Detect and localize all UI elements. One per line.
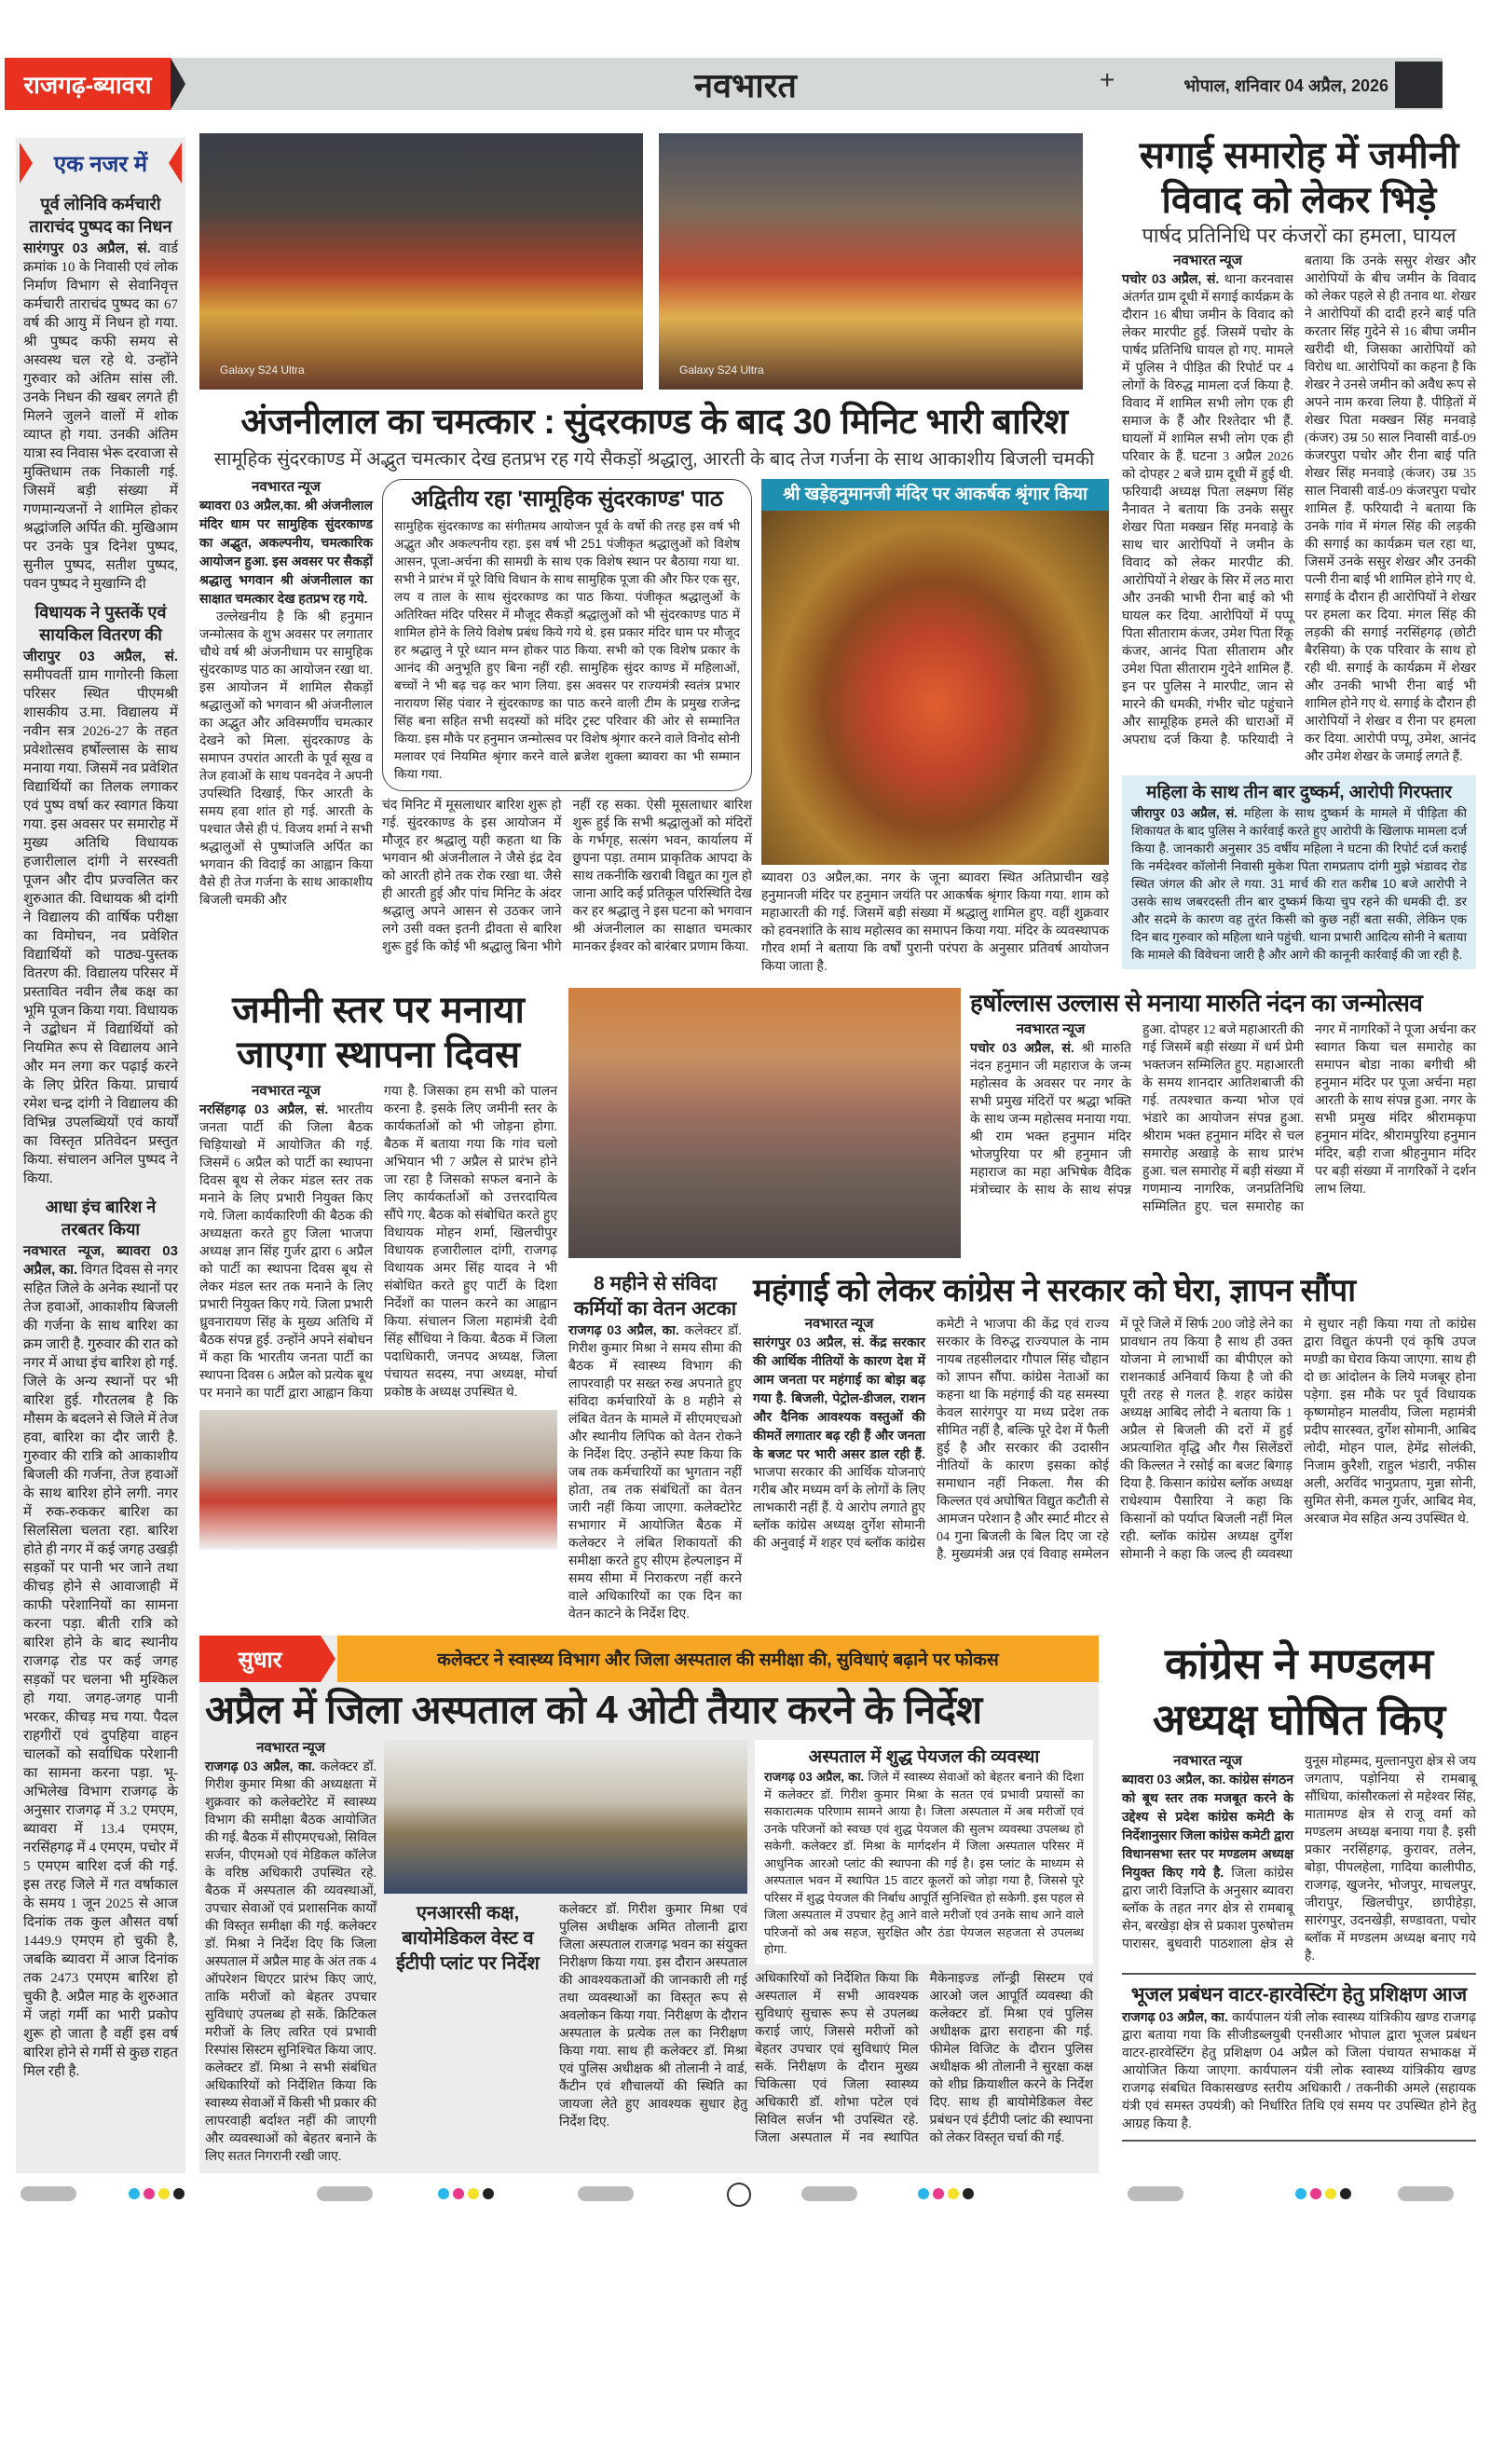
shrine-banner: श्री खड़ेहनुमानजी मंदिर पर आकर्षक श्रृंगार किया bbox=[761, 479, 1109, 511]
color-dot-black bbox=[1340, 2188, 1351, 2199]
newspaper-name: नवभारत bbox=[694, 66, 797, 104]
mandal-area bbox=[1122, 1636, 1476, 2149]
bottom-band bbox=[199, 1636, 1476, 2173]
bhujal-body: कार्यपालन यंत्री लोक स्वास्थ्य यांत्रिकीय खण्ड राजगढ़ द्वारा बताया गया कि सीजीडब्लयुबी एनसीआर भोपाल द्वारा भूजल प्रबंधन वाटर-हारवेस्टिंग हेतु प्रशिक्षण 04 अप्रैल को जिला पंचायत सभाकक्ष में आयोजित किया जाएगा. कार्यपालन यंत्री लोक स्वास्थ्य यांत्रिकीय खण्ड राजगढ़ संबधित विकासखण्ड स्तरीय अधिकारी / तकनीकी अमले (सहायक यंत्री एवं समस्त उपयंत्री) को निर्धारित तिथि एवं समय पर उपस्थित होने हेतु आग्रह किया है. bbox=[1122, 2009, 1476, 2130]
print-mark bbox=[1398, 2186, 1454, 2201]
color-dot-yellow bbox=[158, 2188, 170, 2199]
peyjal-headline: अस्पताल में शुद्ध पेयजल की व्यवस्था bbox=[808, 1747, 1040, 1767]
bjp-meeting-photo bbox=[199, 1410, 557, 1550]
sudhar-headline: अप्रैल में जिला अस्पताल को 4 ओटी तैयार करने के निर्देश bbox=[205, 1688, 982, 1732]
color-dot-cyan bbox=[129, 2188, 140, 2199]
sunderkand-sidebar-box bbox=[382, 479, 752, 791]
bhujal-dateline: राजगढ़ 03 अप्रैल, का. bbox=[1122, 2009, 1228, 2024]
brief-headline: पूर्व लोनिवि कर्मचारी ताराचंद पुष्पद का निधन bbox=[29, 195, 172, 236]
lead-dateline: ब्यावरा 03 अप्रैल,का. bbox=[199, 498, 301, 513]
sudhar-dateline: राजगढ़ 03 अप्रैल, का. bbox=[205, 1759, 316, 1773]
color-dot-yellow bbox=[948, 2188, 959, 2199]
color-dot-cyan bbox=[1295, 2188, 1306, 2199]
edition-label: राजगढ़-ब्यावरा bbox=[5, 58, 171, 110]
sthapana-dateline: नरसिंहगढ़ 03 अप्रैल, सं. bbox=[199, 1102, 329, 1116]
print-mark bbox=[21, 2186, 76, 2201]
mandal-intro: कांग्रेस संगठन को बूथ स्तर तक मजबूत करने के उद्देश्य से प्रदेश कांग्रेस कमेटी के निर्देशानुसार जिला कांग्रेस कमेटी द्वारा विधानसभा स्तर पर मण्डलम अध्यक्ष नियुक्त किए गये है. bbox=[1122, 1772, 1294, 1880]
ek-nazar-header bbox=[20, 143, 182, 184]
peyjal-dateline: राजगढ़ 03 अप्रैल, का. bbox=[764, 1770, 865, 1784]
arrow-left-icon bbox=[169, 143, 182, 184]
sunderkand-crowd-photo-2 bbox=[659, 133, 1083, 390]
color-dot-yellow bbox=[1325, 2188, 1336, 2199]
ek-nazar-title: एक नजर में bbox=[53, 151, 148, 177]
edition-date: भोपाल, शनिवार 04 अप्रैल, 2026 bbox=[1183, 76, 1388, 95]
sidebar-headline: अद्वितीय रहा 'सामूहिक सुंदरकाण्ड' पाठ bbox=[411, 486, 723, 512]
sudhar-kicker: कलेक्टर ने स्वास्थ्य विभाग और जिला अस्पताल की समीक्षा की, सुविधाएं बढ़ाने पर फोकस bbox=[337, 1636, 1099, 1682]
lead-continuation: चंद मिनिट में मूसलाधार बारिश शुरू हो गई. सुंदरकाण्ड के इस आयोजन में मौजूद हर श्रद्धालु यही कहता था कि भगवान श्री अंजनीलाल ने जैसे इंद्र देव को आरती होने तक रोक रखा था. जैसे ही आरती हुई और पांच मिनिट के अंदर श्रद्धालु अपने आसन से उठकर जाने लगे उसी वक्त इतनी द्रीवता से बारिश शुरू हुई कि कोई भी श्रद्धालु बिना भीगे नहीं रह सका. ऐसी मूसलाधार बारिश शुरू हुई कि सभी श्रद्धालुओं को मंदिरों के गर्भगृह, सत्संग भवन, कार्यालय में छुपना पड़ा. तमाम प्राकृतिक आपदा के साथ तकनीकि खराबी विद्युत का गुल हो जाना आदि कई प्रतिकूल परिस्थिति देख कर हर श्रद्धालु ने इस घटना को भगवान श्री अंजनीलाल का साक्षात चमत्कार मानकर ईश्वर को बारंबार प्रणाम किया. bbox=[382, 799, 752, 954]
mahangai-intro: केंद्र सरकार की आर्थिक नीतियों के कारण देश में आम जनता पर महंगाई का बोझ बढ़ गया है. बिजली, पेट्रोल-डीजल, राशन और दैनिक आवश्यक वस्तुओं की कीमतें लगातार बढ़ रही हैं और जनता के बजट पर भारी असर डाल रही हैं. bbox=[753, 1335, 926, 1461]
hanuman-jayanti-crowd-photo bbox=[568, 988, 961, 1258]
color-dot-magenta bbox=[453, 2188, 464, 2199]
sthapana-body: भारतीय जनता पार्टी की जिला बैठक चिड़ियाखो में आयोजित की गई. जिसमें 6 अप्रैल को पार्टी का स्थापना दिवस बूथ से लेकर मंडल स्तर तक मनाने के लिए प्रभारी नियुक्त किए गये. जिला कार्यकारिणी की बैठक की अध्यक्षता करते हुए जिला भाजपा अध्यक्ष ज्ञान सिंह गुर्जर द्वारा 6 अप्रैल को पार्टी का स्थापना दिवस बूथ से लेकर मंडल स्तर तक मनाने के लिए प्रभारी नियुक्त किए गये. जिला प्रभारी ध्रुवनारायण सिंह के मुख्य अतिथि में बैठक संपन्न हुई. उन्होंने अपने संबोधन में कहा कि भारतीय जनता पार्टी का स्थापना दिवस 6 अप्रैल को प्रत्येक बूथ पर मनाने का पार्टी द्वारा आह्वान किया गया है. जिसका हम सभी को पालन करना है. इसके लिए जमीनी स्तर के कार्यकर्ताओं को भी जोड़ना होगा. बैठक में बताया गया कि गांव चलो अभियान भी 7 अप्रैल से प्रारंभ होने जा रहा है जिसको सफल बनाने के लिए कार्यकर्ताओं को उत्तरदायित्व सौंपे गए. बैठक को संबोधित करते हुए विधायक मोहन शर्मा, खिलचीपुर विधायक हजारीलाल दांगी, राजगढ़ विधायक अमर सिंह यादव ने भी संबोधित करते हुए पार्टी के दिशा निर्देशों का पालन करने का आह्वान किया. संचालन जिला महामंत्री देवी सिंह सौंधिया ने किया. बैठक में जिला पदाधिकारी, जनपद अध्यक्ष, जिला पंचायत सदस्य, नपा अध्यक्ष, मोर्चा प्रकोष्ठ के अध्यक्ष उपस्थित थे. bbox=[199, 1085, 557, 1401]
peyjal-box bbox=[755, 1740, 1093, 1964]
registration-plus-icon: + bbox=[1100, 65, 1115, 94]
sudhar-body2: कलेक्टर डॉ. गिरीश कुमार मिश्रा एवं पुलिस अधीक्षक अमित तोलानी द्वारा जिला अस्पताल राजगढ़ भवन का संयुक्त निरीक्षण किया गया. इस दौरान अस्पताल की आवश्यकताओं की जानकारी ली गई तथा व्यवस्थाओं का विस्तृत रूप से अवलोकन किया गया. निरीक्षण के दौरान अस्पताल के प्रत्येक तल का निरीक्षण किया गया. साथ ही कलेक्टर डॉ. मिश्रा एवं पुलिस अधीक्षक श्री तोलानी ने वार्ड, कैंटीन एवं शौचालयों की स्थिति का जायजा लेते हुए आवश्यक सुधार हेतु निर्देश दिए. bbox=[559, 1903, 747, 2129]
lead-subhead: सामूहिक सुंदरकाण्ड में अद्भुत चमत्कार देख हतप्रभ रह गये सैकड़ों श्रद्धालु, आरती के बाद तेज गर्जना के साथ आकाशीय बिजली चमकी bbox=[213, 449, 1095, 470]
mahila-news-box bbox=[1122, 775, 1476, 969]
arrow-right-icon bbox=[20, 143, 33, 184]
lead-body: उल्लेखनीय है कि श्री हनुमान जन्मोत्सव के शुभ अवसर पर लगातार चौथे वर्ष श्री अंजनीधाम पर सामुहिक सुंदरकाण्ड पाठ का आयोजन रखा था. इस आयोजन में शामिल सैकड़ों श्रद्धालुओं को भगवान श्री अंजनीलाल का अद्भुत और अविस्मर्णीय चमत्कार देखने को मिला. सुंदरकाण्ड के समापन उपरांत आरती के पूर्व सूख व तेज हवाओं के साथ पवनदेव ने अपनी उपस्थिति दिखाई, फिर आरती के समय हवा शांत हो गई. आरती के पश्चात जैसे ही पं. विजय शर्मा ने सभी श्रद्धालुओं से पुष्पांजलि अर्पित का भगवान की विदाई का आह्वान किया वैसे ही तेज गर्जना के साथ आकाशीय बिजली चमकी और bbox=[199, 610, 373, 908]
brief-dateline: सारंगपुर 03 अप्रैल, सं. bbox=[23, 240, 151, 256]
lead-headline: अंजनीलाल का चमत्कार : सुंदरकाण्ड के बाद 30 मिनिट भारी बारिश bbox=[240, 403, 1068, 442]
brief-body: वार्ड क्रमांक 10 के निवासी एवं लोक निर्माण विभाग से सेवानिवृत्त कर्मचारी ताराचंद पुष्पद का 67 वर्ष की आयु में निधन हो गया. श्री पुष्पद कफी समय से अस्वस्थ चल रहे थे. उन्होंने गुरुवार को अंतिम सांस ली. उनके निधन की खबर लगते ही मिलने जुलने वालों में शोक व्याप्त हो गया. उनकी अंतिम यात्रा स्व निवास भेरू दरवाजा से मुक्तिधाम तक निकाली गई. जिसमें बड़ी संख्या में गणमान्यजनों ने शामिल होकर श्रद्धांजलि अर्पित की. मुखिआम पर उनके पुत्र दिनेश पुष्पद, सुनील पुष्पद, सतीश पुष्पद, पवन पुष्पद ने मुखाग्नि दी bbox=[23, 241, 179, 592]
ek-nazar-column bbox=[16, 138, 185, 2173]
color-dot-cyan bbox=[438, 2188, 449, 2199]
lead-byline: नवभारत न्यूज bbox=[252, 480, 321, 495]
main-content bbox=[199, 133, 1476, 2173]
sthapana-story bbox=[199, 988, 557, 1550]
color-dot-black bbox=[173, 2188, 185, 2199]
print-marks-strip bbox=[0, 2179, 1491, 2211]
brief-item bbox=[23, 601, 178, 1188]
photo-watermark: Galaxy S24 Ultra bbox=[220, 363, 305, 376]
brief-item bbox=[23, 1196, 178, 2081]
print-mark bbox=[578, 2186, 634, 2201]
sagai-subhead: पार्षद प्रतिनिधि पर कंजरों का हमला, घायल bbox=[1142, 224, 1457, 247]
peyjal-body: जिले में स्वास्थ्य सेवाओं को बेहतर बनाने की दिशा में कलेक्टर डॉ. गिरीश कुमार मिश्रा के सतत एवं प्रभावी प्रयासों का सकारात्मक परिणाम सामने आया है। जिला अस्पताल में अब मरीजों एवं उनके परिजनों को स्वच्छ एवं शुद्ध पेयजल की सुलभ व्यवस्था उपलब्ध हो सकेगी. कलेक्टर डॉ. मिश्रा के मार्गदर्शन में जिला अस्पताल परिसर में आधुनिक आरओ प्लांट की स्थापना की गई है। इस प्लांट के माध्यम से अस्पताल भवन में स्थापित 15 वाटर कूलरों को जोड़ा गया है, जिससे पूरे परिसर में शुद्ध पेयजल की निर्बाध आपूर्ति सुनिश्चित हो सकेगी. इस पहल से जिला अस्पताल में उपचार हेतु आने वाले मरीजों एवं उनके साथ आने वाले परिजनों को अब सहज, सुरक्षित और ठंडा पेयजल सहजता से उपलब्ध होगा. bbox=[764, 1770, 1084, 1956]
print-mark bbox=[1128, 2186, 1183, 2201]
mandal-byline: नवभारत न्यूज bbox=[1173, 1754, 1242, 1769]
mahangai-dateline: सारंगपुर 03 अप्रैल, सं. bbox=[753, 1335, 865, 1349]
peyjal-body2: अधिकारियों को निर्देशित किया कि अस्पताल में सभी आवश्यक सुविधाएं सुचारू रूप से उपलब्ध कराई जाएं, जिससे मरीजों को बेहतर उपचार एवं सुविधाएं मिल सकें. निरीक्षण के दौरान मुख्य चिकित्सा एवं जिला स्वास्थ्य अधिकारी डॉ. शोभा पटेल एवं सिविल सर्जन भी उपस्थित रहे. जिला अस्पताल में नव स्थापित मैकेनाइज्ड लॉन्ड्री सिस्टम एवं आरओ जल आपूर्ति व्यवस्था की कलेक्टर डॉ. मिश्रा एवं पुलिस अधीक्षक द्वारा सराहना की गई. फीमेल विजिट के दौरान पुलिस अधीक्षक श्री तोलानी ने सुरक्षा कक्ष को शीघ्र क्रियाशील करने के निर्देश दिए. साथ ही बायोमेडिकल वेस्ट प्रबंधन एवं ईटीपी प्लांट की स्थापना को लेकर विस्तृत चर्चा की गई. bbox=[755, 1971, 1093, 2145]
brief-item bbox=[23, 193, 178, 594]
samvida-headline: 8 महीने से संविदा कर्मियों का वेतन अटका bbox=[573, 1273, 737, 1320]
brief-body: समीपवर्ती ग्राम गागोरनी किला परिसर स्थित पीएमश्री शासकीय उ.मा. विद्यालय में नवीन सत्र 2026-27 के तहत प्रवेशोत्सव हर्षोल्लास के साथ मनाया गया. जिसमें नव प्रवेशित विद्यार्थियों का तिलक लगाकर एवं पुष्प वर्षा कर स्वागत किया गया. इस अवसर पर समारोह में मुख्य अतिथि विधायक हजारीलाल दांगी ने सरस्वती पूजन और दीप प्रज्वलित कर शुरुआत की. विधायक श्री दांगी ने विद्यालय की वार्षिक परीक्षा का विमोचन, नव प्रवेशित विद्यार्थियों को पाठ्य-पुस्तक वितरण की. विद्यालय परिसर में प्रस्तावित नवीन लैब कक्ष का भूमि पूजन किया गया. विधायक ने उद्बोधन में विद्यार्थियों को नियमित रूप से विद्यालय आने और मन लगा कर पढ़ाई करने के लिए प्रेरित किया. प्राचार्य रमेश चन्द्र दांगी ने विद्यालय की विभिन्न उपलब्धियों एवं कार्यों का विस्तृत प्रतिवेदन प्रस्तुत किया. संचालन अनिल पुष्पद ने किया. bbox=[23, 668, 178, 1186]
maruti-story bbox=[970, 988, 1476, 1216]
registration-crosshair-icon bbox=[727, 2183, 751, 2207]
mahila-headline: महिला के साथ तीन बार दुष्कर्म, आरोपी गिरफ्तार bbox=[1145, 783, 1453, 802]
lead-area bbox=[199, 133, 1109, 975]
photo-watermark: Galaxy S24 Ultra bbox=[679, 363, 764, 376]
sthapana-byline: नवभारत न्यूज bbox=[252, 1084, 321, 1099]
sudhar-byline: नवभारत न्यूज bbox=[256, 1741, 325, 1756]
hospital-inspection-photo bbox=[384, 1740, 747, 1894]
shrine-caption: ब्यावरा 03 अप्रैल,का. नगर के जूना ब्यावरा स्थित अतिप्राचीन खड़े हनुमानजी मंदिर पर हनुमान जयंति पर आकर्षक श्रृंगार किया गया. शाम को महाआरती की गई. जिसमें बड़ी संख्या में श्रद्धालु शामिल हुए. वहीं शुक्रवार को हवनशांति के साथ महोत्सव का समापन किया गया. मंदिर के व्यवस्थापक गौरव शर्मा ने बताया कि वर्षों पुरानी परंपरा के अनुसार प्रतिवर्ष आयोजन किया जाता है. bbox=[761, 869, 1109, 973]
mandal-dateline: ब्यावरा 03 अप्रैल, का. bbox=[1122, 1772, 1226, 1786]
sagai-byline: नवभारत न्यूज bbox=[1173, 253, 1242, 268]
color-dot-cyan bbox=[918, 2188, 929, 2199]
sudhar-tag-arrow-icon bbox=[321, 1636, 335, 1682]
color-dot-magenta bbox=[1310, 2188, 1321, 2199]
sagai-headline: सगाई समारोह में जमीनी विवाद को लेकर भिड़े bbox=[1139, 135, 1459, 221]
middle-band bbox=[199, 988, 1476, 1622]
mahila-dateline: जीरापुर 03 अप्रैल, सं. bbox=[1131, 806, 1238, 820]
print-mark bbox=[801, 2186, 857, 2201]
sagai-body: थाना करनवास अंतर्गत ग्राम दूधी में सगाई कार्यक्रम के दौरान 16 बीघा जमीन के विवाद को लेकर मारपीट हुई. जिसमें पचोर के पार्षद प्रतिनिधि घायल हो गए. मामले में पुलिस ने पीड़ित की रिपोर्ट पर 4 लोगों के विरुद्ध मामला दर्ज किया है. विवाद में शामिल सभी लोग एक ही समाज के हैं और रिश्तेदार भी हैं. घायलों में शामिल सभी लोग एक ही परिवार के हैं. घटना 3 अप्रैल 2026 को दोपहर 2 बजे ग्राम दूधी में हुई थी. फरियादी अध्यक्ष पिता लक्ष्मण सिंह नैनावत ने बताया कि उनके ससुर शेखर पिता मक्खन सिंह मनवाड़े के साथ चार आरोपियों ने जमीन के विवाद को लेकर मारपीट की. आरोपियों ने शेखर के सिर में लठ मारा और उनकी भाभी रीना बाई को भी घायल कर दिया. आरोपियों में पप्पू पिता सीताराम कंजर, उमेश पिता रिंकू कंजर, आनंद पिता सीताराम और उमेश पिता सीताराम गुदेने शामिल हैं. इन पर पुलिस ने मारपीट, जान से मारने की धमकी, गंभीर चोट पहुंचाने और सामूहिक हमले की धाराओं में अपराध दर्ज किया है. फरियादी ने बताया कि उनके ससुर शेखर और आरोपियों के बीच जमीन के विवाद को लेकर पहले से ही तनाव था. शेखर ने आरोपियों की दादी हरने बाई पति करतार सिंह गुदेने से 16 बीघा जमीन खरीदी थी, जिसका आरोपियों को विरोध था. आरोपियों का कहना है कि शेखर ने उनसे जमीन को अवैध रूप से अपने नाम करवा लिया है. पीड़ितों में शेखर पिता मक्खन सिंह मनवाड़े (कंजर) उम्र 50 साल निवासी वार्ड-09 कंजरपुरा पचोर और रीना बाई पति शेखर सिंह मनवाड़े (कंजर) उम्र 35 साल निवासी वार्ड-09 कंजरपुरा पचोर शामिल हैं. फरियादी ने बताया कि उनके गांव में मंगल सिंह की लड़की की सगाई का कार्यक्रम चल रहा था, जिसमें उनके ससुर शेखर और उनकी पत्नी रीना बाई भी शामिल होने गए थे. सगाई के दौरान ही आरोपियों ने शेखर पर हमला कर दिया. मंगल सिंह की लड़की की सगाई नरसिंहगढ़ (छोटी बैरसिया) के एक परिवार के साथ हो रही थी. सगाई के कार्यक्रम में शेखर और उनकी भाभी रीना बाई भी शामिल होने गए थे. सगाई के दौरान ही आरोपियों ने शेखर व रीना पर हमला कर दिया. आरोपी पप्पू, उमेश, आनंद और उमेश शेखर के जमाई लगते हैं. bbox=[1122, 254, 1476, 764]
divider bbox=[1122, 1973, 1476, 1975]
mandal-headline: कांग्रेस ने मण्डलम अध्यक्ष घोषित किए bbox=[1152, 1639, 1446, 1744]
maruti-dateline: पचोर 03 अप्रैल, सं. bbox=[970, 1040, 1074, 1055]
edition-arrow-icon bbox=[171, 58, 185, 110]
brief-body: विगत दिवस से नगर सहित जिले के अनेक स्थानों पर तेज हवाओं, आकाशीय बिजली की गर्जना के साथ बारिश का क्रम जारी है. गुरुवार की रात को नगर में आधा इंच बारिश हो गई. जिले के अन्य स्थानों पर भी बारिश हुई. गौरतलब है कि मौसम के बदलने से जिले में तेज हवा, बारिश का दौर जारी है. गुरुवार की रात्रि को आकाशीय बिजली की गर्जना, तेज हवाओं के साथ बारिश होने लगी. नगर में रुक-रुककर बारिश का सिलसिला चलता रहा. बारिश होते ही नगर में कई जगह उखड़ी सड़कों पर पानी भर जाने तथा कीचड़ होने से आवाजाही में काफी परेशानियों का सामना करना पड़ा. बीती रात्रि को बारिश होने के बाद स्थानीय राजगढ़ रोड पर कई जगह सड़कों पर चलना भी मुश्किल हो गया. जगह-जगह पानी भरकर, कीचड़ मच गया. पैदल राहगीरों एवं दुपहिया वाहन चालकों को सर्वाधिक परेशानी का सामना करना पड़ा. भू-अभिलेख विभाग राजगढ़ के अनुसार राजगढ़ में 3.2 एमएम, ब्यावरा में 13.4 एमएम, नरसिंहगढ़ में 4 एमएम, पचोर में 5 एमएम बारिश दर्ज की गई. इस तरह जिले में गत वर्षाकाल के समय 1 जून 2025 से आज दिनांक तक कुल औसत वर्षा 1449.9 एमएम हो चुकी है, जबकि ब्यावरा में आज दिनांक तक 2473 एमएम बारिश हो चुकी है. अप्रैल माह के शुरुआत में जहां गर्मी का भारी प्रकोप शुरू हो जाता है वहीं इस वर्ष बारिश होने से गर्मी से कुछ राहत मिल रही है. bbox=[23, 1263, 178, 2079]
sagai-dateline: पचोर 03 अप्रैल, सं. bbox=[1122, 271, 1220, 286]
sudhar-body: कलेक्टर डॉ. गिरीश कुमार मिश्रा की अध्यक्षता में शुक्रवार को कलेक्टोरेट में स्वास्थ्य विभाग की समीक्षा बैठक आयोजित की गई. बैठक में सीएमएचओ, सिविल सर्जन, पीएमओ एवं मेडिकल कॉलेज के वरिष्ठ अधिकारी उपस्थित रहे. बैठक में अस्पताल की व्यवस्थाओं, उपचार सेवाओं एवं प्रशासनिक कार्यों की विस्तृत समीक्षा की गई. कलेक्टर डॉ. मिश्रा ने निर्देश दिए कि जिला अस्पताल में अप्रैल माह के अंत तक 4 ऑपरेशन थिएटर प्रारंभ किए जाएं, ताकि मरीजों को बेहतर उपचार सुविधाएं उपलब्ध हो सकें. क्रिटिकल मरीजों के लिए त्वरित एवं प्रभावी रिस्पांस सिस्टम सुनिश्चित किया जाए. कलेक्टर डॉ. मिश्रा ने सभी संबंधित अधिकारियों को निर्देशित किया कि स्वास्थ्य सेवाओं में किसी भी प्रकार की लापरवाही बर्दाश्त नहीं की जाएगी और व्यवस्थाओं को बेहतर बनाने के लिए सतत निगरानी रखी जाए. bbox=[205, 1760, 376, 2164]
color-dot-magenta bbox=[933, 2188, 944, 2199]
bhujal-story bbox=[1122, 1982, 1476, 2132]
brief-dateline: नवभारत न्यूज, ब्यावरा 03 अप्रैल, का. bbox=[23, 1243, 178, 1278]
mahangai-headline: महंगाई को लेकर कांग्रेस ने सरकार को घेरा, ज्ञापन सौंपा bbox=[753, 1273, 1356, 1308]
lead-intro: श्री अंजनीलाल मंदिर धाम पर सामुहिक सुंदरकाण्ड का अद्भुत, अकल्पनीय, चमत्कारिक आयोजन हुआ. इस अवसर पर सैकड़ों श्रद्धालु भगवान श्री अंजनीलाल का साक्षात चमत्कार देख हतप्रभ रह गये. bbox=[199, 498, 373, 606]
masthead-dark-block bbox=[1395, 62, 1443, 108]
sudhar-tag: सुधार bbox=[199, 1636, 321, 1682]
sthapana-headline: जमीनी स्तर पर मनाया जाएगा स्थापना दिवस bbox=[232, 990, 525, 1075]
brief-dateline: जीरापुर 03 अप्रैल, सं. bbox=[23, 649, 178, 664]
mahangai-body: भाजपा सरकार की आर्थिक योजनाएं गरीब और मध्यम वर्ग के लोगों के लिए लाभकारी नहीं हैं. ये आरोप लगाते हुए ब्लॉक कांग्रेस अध्यक्ष दुर्गेश सोमानी की अनुवाई में शहर एवं ब्लॉक कांग्रेस कमेटी ने भाजपा की केंद्र एवं राज्य सरकार के विरुद्ध राज्यपाल के नाम नायब तहसीलदार गौपाल सिंह चौहान को ज्ञापन सौंपा. कांग्रेस नेताओं का कहना था कि महंगाई की यह समस्या केवल सारंगपुर या मध्य प्रदेश तक सीमित नहीं है, बल्कि पूरे देश में फैली हुई है और सरकार की उदासीन नीतियों के कारण इसका कोई समाधान नहीं निकला. गैस की किल्लत एवं अघोषित विद्युत कटौती से आमजन परेशान है और स्मार्ट मीटर से 04 गुना बिजली के बिल दिए जा रहे है. मुख्यमंत्री अन्न एवं विवाह सम्मेलन में पूरे जिले में सिर्फ 200 जोड़े लेने का प्रावधान तय किया है साथ ही उक्त योजना मे लाभार्थी का बीपीएल को राशनकार्ड अनिवार्य किया है जो की पूरी तरह से गलत है. शहर कांग्रेस अध्यक्ष आबिद लोदी ने बताया कि 1 अप्रैल से बिजली की दरों में हुई अप्रत्याशित वृद्धि और गैस सिलेंडरों की किल्लत ने रसोई का बजट बिगाड़ दिया है. किसान कांग्रेस ब्लॉक अध्यक्ष राधेश्याम पैसारिया ने कहा कि किसानों को पर्याप्त बिजली नहीं मिल रही. ब्लॉक कांग्रेस अध्यक्ष दुर्गेश सोमानी ने कहा कि जल्द ही व्यवस्था मे सुधार नही किया गया तो कांग्रेस द्वारा विद्युत कंपनी एवं कृषि उपज मण्डी का घेराव किया जाएगा. साथ ही दो छः आंदोलन के लिये मजबूर होना पड़ेगा. इस मौके पर पूर्व विधायक कृष्णमोहन मालवीय, जिला महामंत्री प्रदीप सारस्वत, दुर्गेश सोमानी, आबिद लोदी, मोहन पाल, हेमेंद्र सोलंकी, निजाम कुरैशी, राहुल भंडारी, नफीस अली, अरविंद भानुप्रताप, मुन्ना सोनी, सुमित सेनी, कमल गुर्जर, आबिद मेव, अरबाज मेव सहित अन्य उपस्थित थे. bbox=[753, 1318, 1476, 1562]
color-dot-yellow bbox=[468, 2188, 479, 2199]
hanuman-shrine-photo bbox=[761, 511, 1109, 865]
maruti-headline: हर्षोल्लास उल्लास से मनाया मारुति नंदन का जन्मोत्सव bbox=[970, 989, 1423, 1017]
color-dot-magenta bbox=[144, 2188, 155, 2199]
maruti-byline: नवभारत न्यूज bbox=[1016, 1022, 1086, 1037]
color-dot-black bbox=[483, 2188, 494, 2199]
samvida-body: कलेक्टर डॉ. गिरीश कुमार मिश्रा ने समय सीमा की बैठक में स्वास्थ्य विभाग की लापरवाही पर सख्त रुख अपनाते हुए संविदा कर्मचारियों के 8 महीने से लंबित वेतन के मामले में सीएमएचओ और स्थानीय लिपिक को वेतन रोकने के निर्देश दिए. उन्होंने स्पष्ट किया कि जब तक कर्मचारियों का भुगतान नहीं होता, तब तक संबंधितों का वेतन जारी नहीं किया जाएगा. कलेक्टोरेट सभागार में आयोजित बैठक में कलेक्टर ने लंबित शिकायतों की समीक्षा करते हुए सीएम हेल्पलाइन में समय सीमा में निराकरण नहीं करने वाले अधिकारियों का एक दिन का वेतन काटने के निर्देश दिए. bbox=[568, 1322, 742, 1621]
brief-headline: विधायक ने पुस्तकें एवं सायकिल वितरण की bbox=[34, 603, 167, 644]
divider bbox=[1122, 2140, 1476, 2142]
brief-headline: आधा इंच बारिश ने तरबतर किया bbox=[45, 1198, 157, 1239]
mahangai-byline: नवभारत न्यूज bbox=[804, 1317, 874, 1332]
bhujal-headline: भूजल प्रबंधन वाटर-हारवेस्टिंग हेतु प्रशिक्षण आज bbox=[1130, 1984, 1468, 2005]
print-mark bbox=[317, 2186, 373, 2201]
samvida-dateline: राजगढ़ 03 अप्रैल, का. bbox=[568, 1322, 679, 1337]
lead-col1 bbox=[199, 479, 373, 910]
sidebar-body: सामुहिक सुंदरकाण्ड का संगीतमय आयोजन पूर्व के वर्षो की तरह इस वर्ष भी अद्भुत और अकल्पनीय रहा. इस वर्ष भी 251 पंजीकृत श्रद्धालुओं को विशेष आसन, पूजा-अर्चना की सामग्री के साथ एक विशेष स्थान पर बैठाया गया था. सभी ने प्रारंभ में पूरे विधि विधान के साथ सामुहिक पूजा की और फिर एक सुर, लय व ताल के साथ सुंदरकाण्ड का पाठ किया. पंजीकृत श्रद्धालुओं के अतिरिक्त मंदिर परिसर में मौजूद सैकड़ों श्रद्धालुओं को भी सुंदरकाण्ड पाठ में शामिल होने के लिये विशेष प्रबंध किये गये थे. इस प्रकार मंदिर धाम पर मौजूद हर श्रद्धालु ने पूरे ध्यान मग्न होकर पाठ किया. सभी को एक विशेष प्रकार के आनंद की अनुभूति हुए बिना नहीं रही. सामुहिक सुंदर काण्ड में महिलाओं, बच्चों ने भी बढ़ चढ़ कर भाग लिया. इस अवसर पर राज्यमंत्री स्वतंत्र प्रभार नारायण सिंह पंवार ने सुंदरकाण्ड का पाठ करने वाली टीम के प्रमुख राजेन्द्र सिंह बना सहित सभी सदस्यों को मंदिर ट्रस्ट परिवार की ओर से सम्मानित किया. इस मौके पर हनुमान जन्मोत्सव पर विशेष श्रृंगार करने वाले विनोद सोनी मलावर एवं नियमित श्रृंगार करने वाले ब्रजेश शुक्ला ब्यावरा का भी सम्मान किया गया. bbox=[394, 519, 740, 781]
samvida-story bbox=[568, 1271, 742, 1622]
maruti-body: श्री मारुति नंदन हनुमान जी महाराज के जन्म महोत्सव के अवसर पर नगर के सभी प्रमुख मंदिरों पर श्रद्धा भक्ति के साथ जन्म महोत्सव मनाया गया. श्री राम भक्त हनुमान मंदिर भोजपुरिया पर श्री हनुमान जी महाराज का महा अभिषेक वैदिक मंत्रोच्चार के साथ के साथ संपन्न हुआ. दोपहर 12 बजे महाआरती की गई जिसमें बड़ी संख्या में धर्म प्रेमी भक्तजन सम्मिलित हुए. महाआरती के समय शानदार आतिशबाजी की गई. तत्पश्चात कन्या भोज एवं भंडारे का आयोजन संपन्न हुआ. श्रीराम भक्त हनुमान मंदिर से चल समारोह अखाड़े के साथ प्रारंभ हुआ. चल समारोह में बड़ी संख्या में गणमान्य नागरिक, जनप्रतिनिधि सम्मिलित हुए. चल समारोह का नगर में नागरिकों ने पूजा अर्चना कर स्वागत किया चल समारोह का समापन बोडा नाका बगीची श्री हनुमान मंदिर पर पूजा अर्चना महा आरती के साथ संपन्न हुआ. नगर के सभी प्रमुख मंदिर श्रीरामकृपा हनुमान मंदिर, श्रीरामपुरिया हनुमान मंदिर, बड़ी राजा श्रीहनुमान मंदिर पर बड़ी संख्या में नागरिकों ने दर्शन लाभ लिया. bbox=[970, 1023, 1476, 1214]
mahangai-story bbox=[753, 1271, 1476, 1564]
sudhar-section bbox=[199, 1636, 1099, 2173]
color-dot-black bbox=[963, 2188, 974, 2199]
mandal-body: जिला कांग्रेस द्वारा जारी विज्ञप्ति के अनुसार ब्यावरा ब्लॉक के तहत नगर क्षेत्र से रामबाबू सेन, बरखेड़ा क्षेत्र से प्रकाश पुरुषोत्तम पारासर, बुधवारी पाठशाला क्षेत्र से युनूस मोहम्मद, मुल्तानपुरा क्षेत्र से जय जगताप, पड़ोनिया से रामबाबू सौंधिया, कांसौरकलां से महेश्वर सिंह, मातामण्ड क्षेत्र से राजू वर्मा को मण्डलम अध्यक्ष बनाया गया है. इसी प्रकार नरसिंहगढ़, कुरावर, तलेन, बोड़ा, पीपलहेला, गादिया कालीपीठ, राजगढ़, खुजनेर, भोजपुर, माचलपुर, जीरापुर, खिलचीपुर, छापीहेड़ा, सारंगपुर, उदनखेड़ी, सण्डावता, पचोर ब्लॉक में मण्डलम अध्यक्ष बनाए गये है. bbox=[1122, 1755, 1476, 1964]
mahila-body: महिला के साथ दुष्कर्म के मामले में पीड़िता की शिकायत के बाद पुलिस ने कार्रवाई करते हुए आरोपी के खिलाफ मामला दर्ज किया है. जानकारी अनुसार 35 वर्षीय महिला ने घटना की रिपोर्ट दर्ज कराई कि नर्मदेश्वर कॉलोनी निवासी मुकेश पिता रामप्रताप दांगी मुझे भंडावद रोड स्थित जंगल की ओर ले गया. 31 मार्च की रात करीब 10 बजे आरोपी ने उसके साथ जबरदस्ती तीन बार दुष्कर्म किया चुप रहने की धमकी दी. डर और सदमे के कारण वह तुरंत किसी को कुछ नहीं बता सकी, लेकिन एक दिन बाद गुरुवार को महिला थाने पहुंची. थाना प्रभारी आदित्य सोनी ने बताया कि मामले की विवेचना जारी है और आगे की कानूनी कार्रवाई की जा रही है. bbox=[1131, 806, 1467, 962]
sunderkand-crowd-photo-1 bbox=[199, 133, 643, 390]
sagai-area bbox=[1122, 133, 1476, 969]
top-band bbox=[199, 133, 1476, 975]
sudhar-subhead2: एनआरसी कक्ष, बायोमेडिकल वेस्ट व ईटीपी प्लांट पर निर्देश bbox=[396, 1903, 540, 1974]
